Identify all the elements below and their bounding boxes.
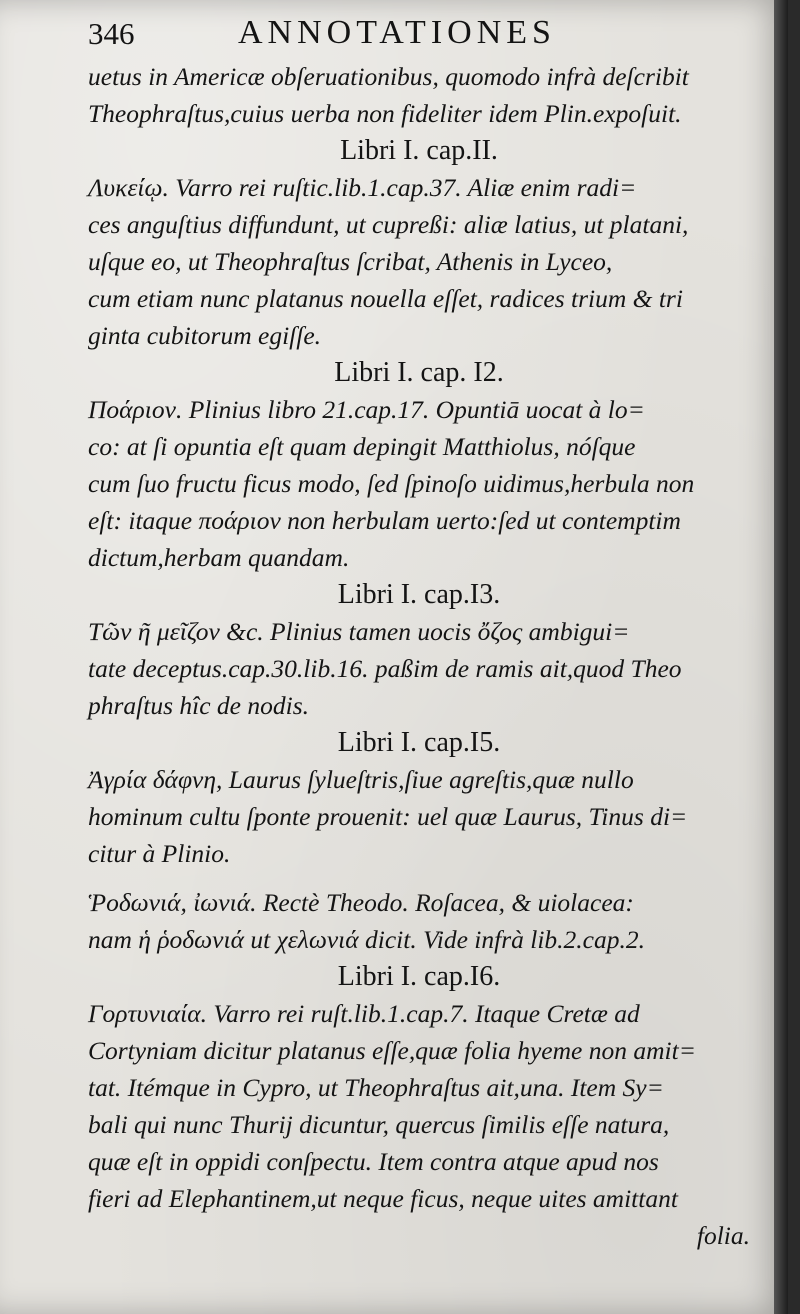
text-line: tate deceptus.cap.30.lib.16. paßim de ramis ait,quod Theo: [88, 654, 682, 683]
text-line: Theophraſtus,cuius uerba non fideliter idem Plin.expoſuit.: [88, 99, 682, 128]
text-line: Λυκείῳ. Varro rei ruſtic.lib.1.cap.37. Aliæ enim radi=: [88, 173, 637, 202]
page-number: 346: [88, 16, 135, 51]
paragraph-cretae: [88, 995, 750, 1254]
text-line: ces anguſtius diffundunt, ut cupreßi: aliæ latius, ut platani,: [88, 210, 689, 239]
section-heading: Libri I. cap. I2.: [334, 357, 504, 388]
text-line: citur à Plinio.: [88, 839, 231, 868]
text-line: Ῥοδωνιά, ἰωνιά. Rectè Theodo. Roſacea, & uiolacea:: [88, 888, 634, 917]
text-line: quæ eſt in oppidi conſpectu. Item contra atque apud nos: [88, 1147, 659, 1176]
section-heading: Libri I. cap.I3.: [337, 579, 501, 610]
text-line: Γορτυνιαία. Varro rei ruſt.lib.1.cap.7. Itaque Cretæ ad: [88, 999, 640, 1028]
text-line: phraſtus hîc de nodis.: [88, 691, 309, 720]
text-line: folia.: [696, 1221, 750, 1250]
text-line: dictum,herbam quandam.: [88, 543, 350, 572]
text-line: cum ſuo fructu ficus modo, ſed ſpinoſo uidimus,herbula non: [88, 469, 695, 498]
text-line: Τῶν ῆ μεῖζον &c. Plinius tamen uocis ὄζος ambigui=: [88, 617, 630, 646]
text-line: cum etiam nunc platanus nouella eſſet, radices trium & tri: [88, 284, 683, 313]
paragraph-laurus: [88, 761, 750, 872]
paragraph-opuntia: [88, 391, 750, 576]
running-head: [88, 14, 750, 58]
text-line: eſt: itaque ποάριον non herbulam uerto:ſed ut contemptim: [88, 506, 681, 535]
paragraph-intro: [88, 58, 750, 132]
text-line: uſque eo, ut Theophraſtus ſcribat, Athenis in Lyceo,: [88, 247, 613, 276]
paragraph-lyceo: [88, 169, 750, 354]
section-heading: Libri I. cap.II.: [340, 135, 498, 166]
text-line: uetus in Americæ obſeruationibus, quomodo infrà deſcribit: [88, 62, 689, 91]
section-heading: Libri I. cap.I5.: [337, 727, 501, 758]
text-line: hominum cultu ſponte prouenit: uel quæ Laurus, Tinus di=: [88, 802, 688, 831]
text-line: tat. Itémque in Cypro, ut Theophraſtus ait,una. Item Sy=: [88, 1073, 664, 1102]
text-line: Ἀγρία δάφνη, Laurus ſylueſtris,ſiue agreſtis,quæ nullo: [88, 765, 634, 794]
running-title: ANNOTATIONES: [238, 14, 556, 51]
page-edge-shadow: [774, 0, 788, 1314]
paragraph-nodis: [88, 613, 750, 724]
paragraph-rosacea: [88, 884, 750, 958]
text-line: nam ἡ ῥοδωνιά ut χελωνιά dicit. Vide infrà lib.2.cap.2.: [88, 925, 646, 954]
text-line: bali qui nunc Thurij dicuntur, quercus ſimilis eſſe natura,: [88, 1110, 670, 1139]
text-line: fieri ad Elephantinem,ut neque ficus, neque uites amittant: [88, 1184, 678, 1213]
text-line: ginta cubitorum egiſſe.: [88, 321, 322, 350]
text-block: [88, 14, 750, 1254]
text-line: Cortyniam dicitur platanus eſſe,quæ folia hyeme non amit=: [88, 1036, 696, 1065]
text-line: Ποάριον. Plinius libro 21.cap.17. Opuntiā uocat à lo=: [88, 395, 645, 424]
section-heading: Libri I. cap.I6.: [337, 961, 501, 992]
text-line: co: at ſi opuntia eſt quam depingit Matthiolus, nóſque: [88, 432, 636, 461]
